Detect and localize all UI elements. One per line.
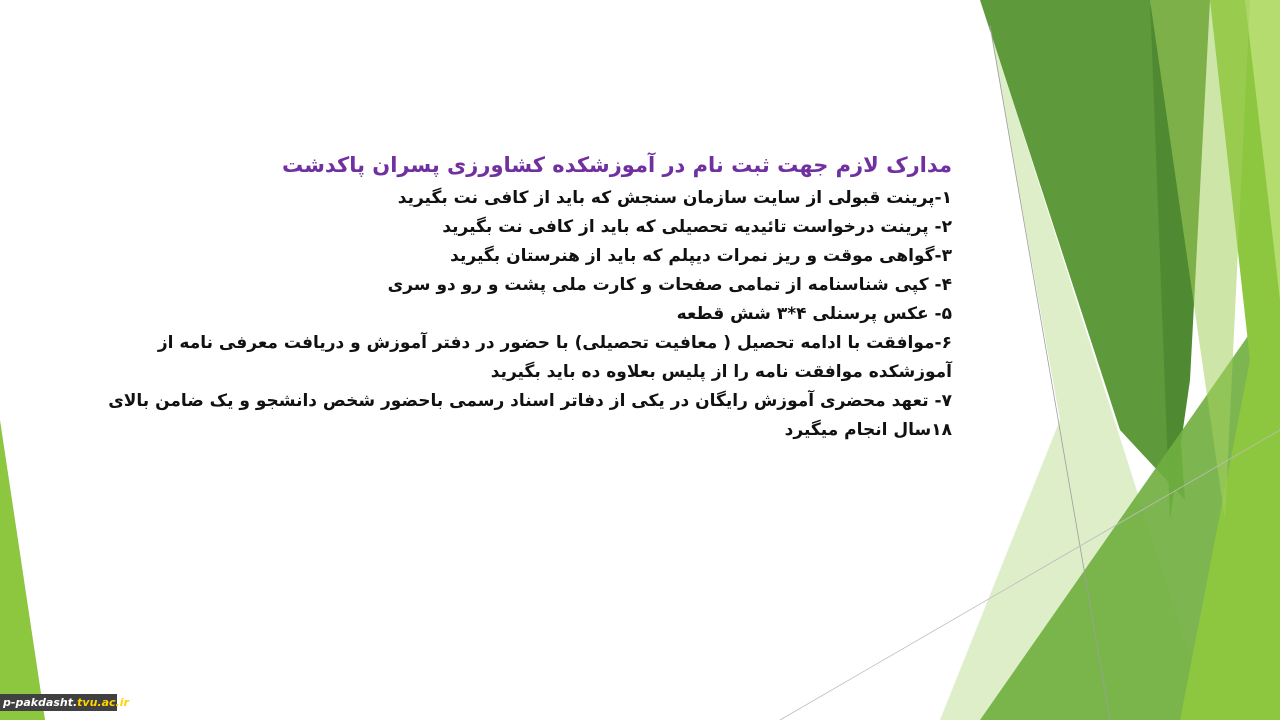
list-item: ۶-موافقت با ادامه تحصیل ( معافیت تحصیلی) با حضور در دفتر آموزش و دریافت معرفی نامه از آموزشکده موافقت نامه را از پلیس بعلاوه ده باید بگیرید <box>157 333 952 382</box>
list-item: ۳-گواهی موقت و ریز نمرات دیپلم که باید از هنرستان بگیرید <box>450 246 952 266</box>
decor-left-wedge <box>0 420 45 720</box>
list-item: ۵- عکس پرسنلی ۴*۳ شش قطعه <box>676 304 952 324</box>
list-item: ۴- کپی شناسنامه از تمامی صفحات و کارت ملی پشت و رو دو سری <box>387 275 952 295</box>
list-item: ۱-پرینت قبولی از سایت سازمان سنجش که باید از کافی نت بگیرید <box>397 188 952 208</box>
footer-site-domain: tvu.ac.ir <box>77 696 129 709</box>
requirements-list <box>90 184 952 445</box>
footer-site-prefix: p-pakdasht. <box>3 696 78 709</box>
site-footer[interactable] <box>0 694 129 711</box>
slide-title: مدارک لازم جهت ثبت نام در آموزشکده کشاورزی پسران پاکدشت <box>281 153 952 177</box>
list-item: ۷- تعهد محضری آموزش رایگان در یکی از دفاتر اسناد رسمی باحضور شخص دانشجو و یک ضامن بالای ۱۸سال انجام میگیرد <box>108 391 952 440</box>
list-item: ۲- پرینت درخواست تائیدیه تحصیلی که باید از کافی نت بگیرید <box>442 217 952 237</box>
slide-content <box>90 150 952 445</box>
